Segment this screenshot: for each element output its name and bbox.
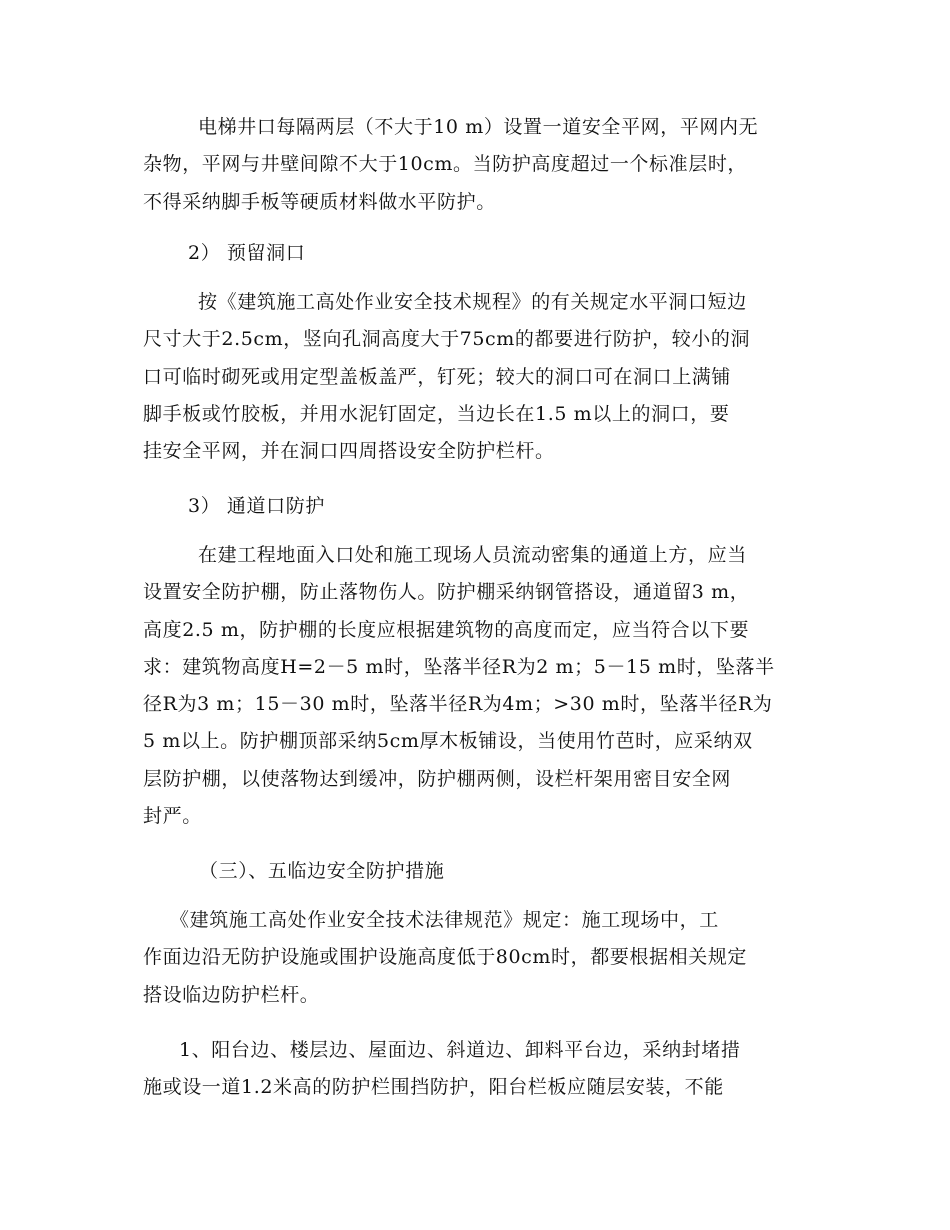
- paragraph-passage-protection: [143, 537, 811, 835]
- text-line: 脚手板或竹胶板，并用水泥钉固定，当边长在1.5 m以上的洞口，要: [143, 402, 730, 425]
- text-line: 在建工程地面入口处和施工现场人员流动密集的通道上方，应当: [198, 544, 747, 566]
- heading-reserved-openings: 2） 预留洞口: [188, 242, 306, 264]
- text-line: 5 m以上。防护棚顶部采纳5cm厚木板铺设，当使用竹芭时，应采纳双: [143, 730, 753, 753]
- heading-edge-protection: （三）、五临边安全防护措施: [199, 860, 445, 882]
- text-line: 设置安全防护棚，防止落物伤人。防护棚采纳钢管搭设，通道留3 m，: [143, 581, 750, 604]
- text-line: 作面边沿无防护设施或围护设施高度低于80cm时，都要根据相关规定: [143, 946, 748, 969]
- text-line: 高度2.5 m，防护棚的长度应根据建筑物的高度而定，应当符合以下要: [143, 618, 750, 641]
- paragraph-reserved-openings: [143, 284, 811, 470]
- text-line: 施或设一道1.2米高的防护栏围挡防护，阳台栏板应随层安装，不能: [143, 1076, 724, 1099]
- paragraph-elevator-shaft: [143, 109, 811, 221]
- paragraph-edge-protection-spec: [143, 902, 811, 1014]
- text-line: 挂安全平网，并在洞口四周搭设安全防护栏杆。: [143, 440, 555, 463]
- text-line: 径R为3 m；15－30 m时，坠落半径R为4m；>30 m时，坠落半径R为: [143, 693, 773, 716]
- text-line: 1、阳台边、楼层边、屋面边、斜道边、卸料平台边，采纳封堵措: [179, 1039, 741, 1061]
- text-line: 电梯井口每隔两层（不大于10 m）设置一道安全平网，平网内无: [198, 116, 759, 138]
- paragraph-balcony-edges: [143, 1032, 811, 1107]
- text-line: 封严。: [143, 805, 202, 828]
- text-line: 求：建筑物高度H=2－5 m时，坠落半径R为2 m；5－15 m时，坠落半: [143, 655, 775, 678]
- text-line: 《建筑施工高处作业安全技术法律规范》规定：施工现场中，工: [170, 909, 719, 931]
- text-line: 按《建筑施工高处作业安全技术规程》的有关规定水平洞口短边: [198, 291, 747, 313]
- text-line: 不得采纳脚手板等硬质材料做水平防护。: [143, 190, 496, 213]
- text-line: 搭设临边防护栏杆。: [143, 983, 320, 1006]
- text-line: 层防护棚，以使落物达到缓冲，防护棚两侧，设栏杆架用密目安全网: [143, 767, 732, 790]
- text-line: 尺寸大于2.5cm，竖向孔洞高度大于75cm的都要进行防护，较小的洞: [143, 328, 751, 351]
- text-line: 口可临时砌死或用定型盖板盖严，钉死；较大的洞口可在洞口上满铺: [143, 365, 732, 388]
- text-line: 杂物，平网与井壁间隙不大于10cm。当防护高度超过一个标准层时，: [143, 153, 748, 176]
- heading-passage-protection: 3） 通道口防护: [188, 495, 325, 517]
